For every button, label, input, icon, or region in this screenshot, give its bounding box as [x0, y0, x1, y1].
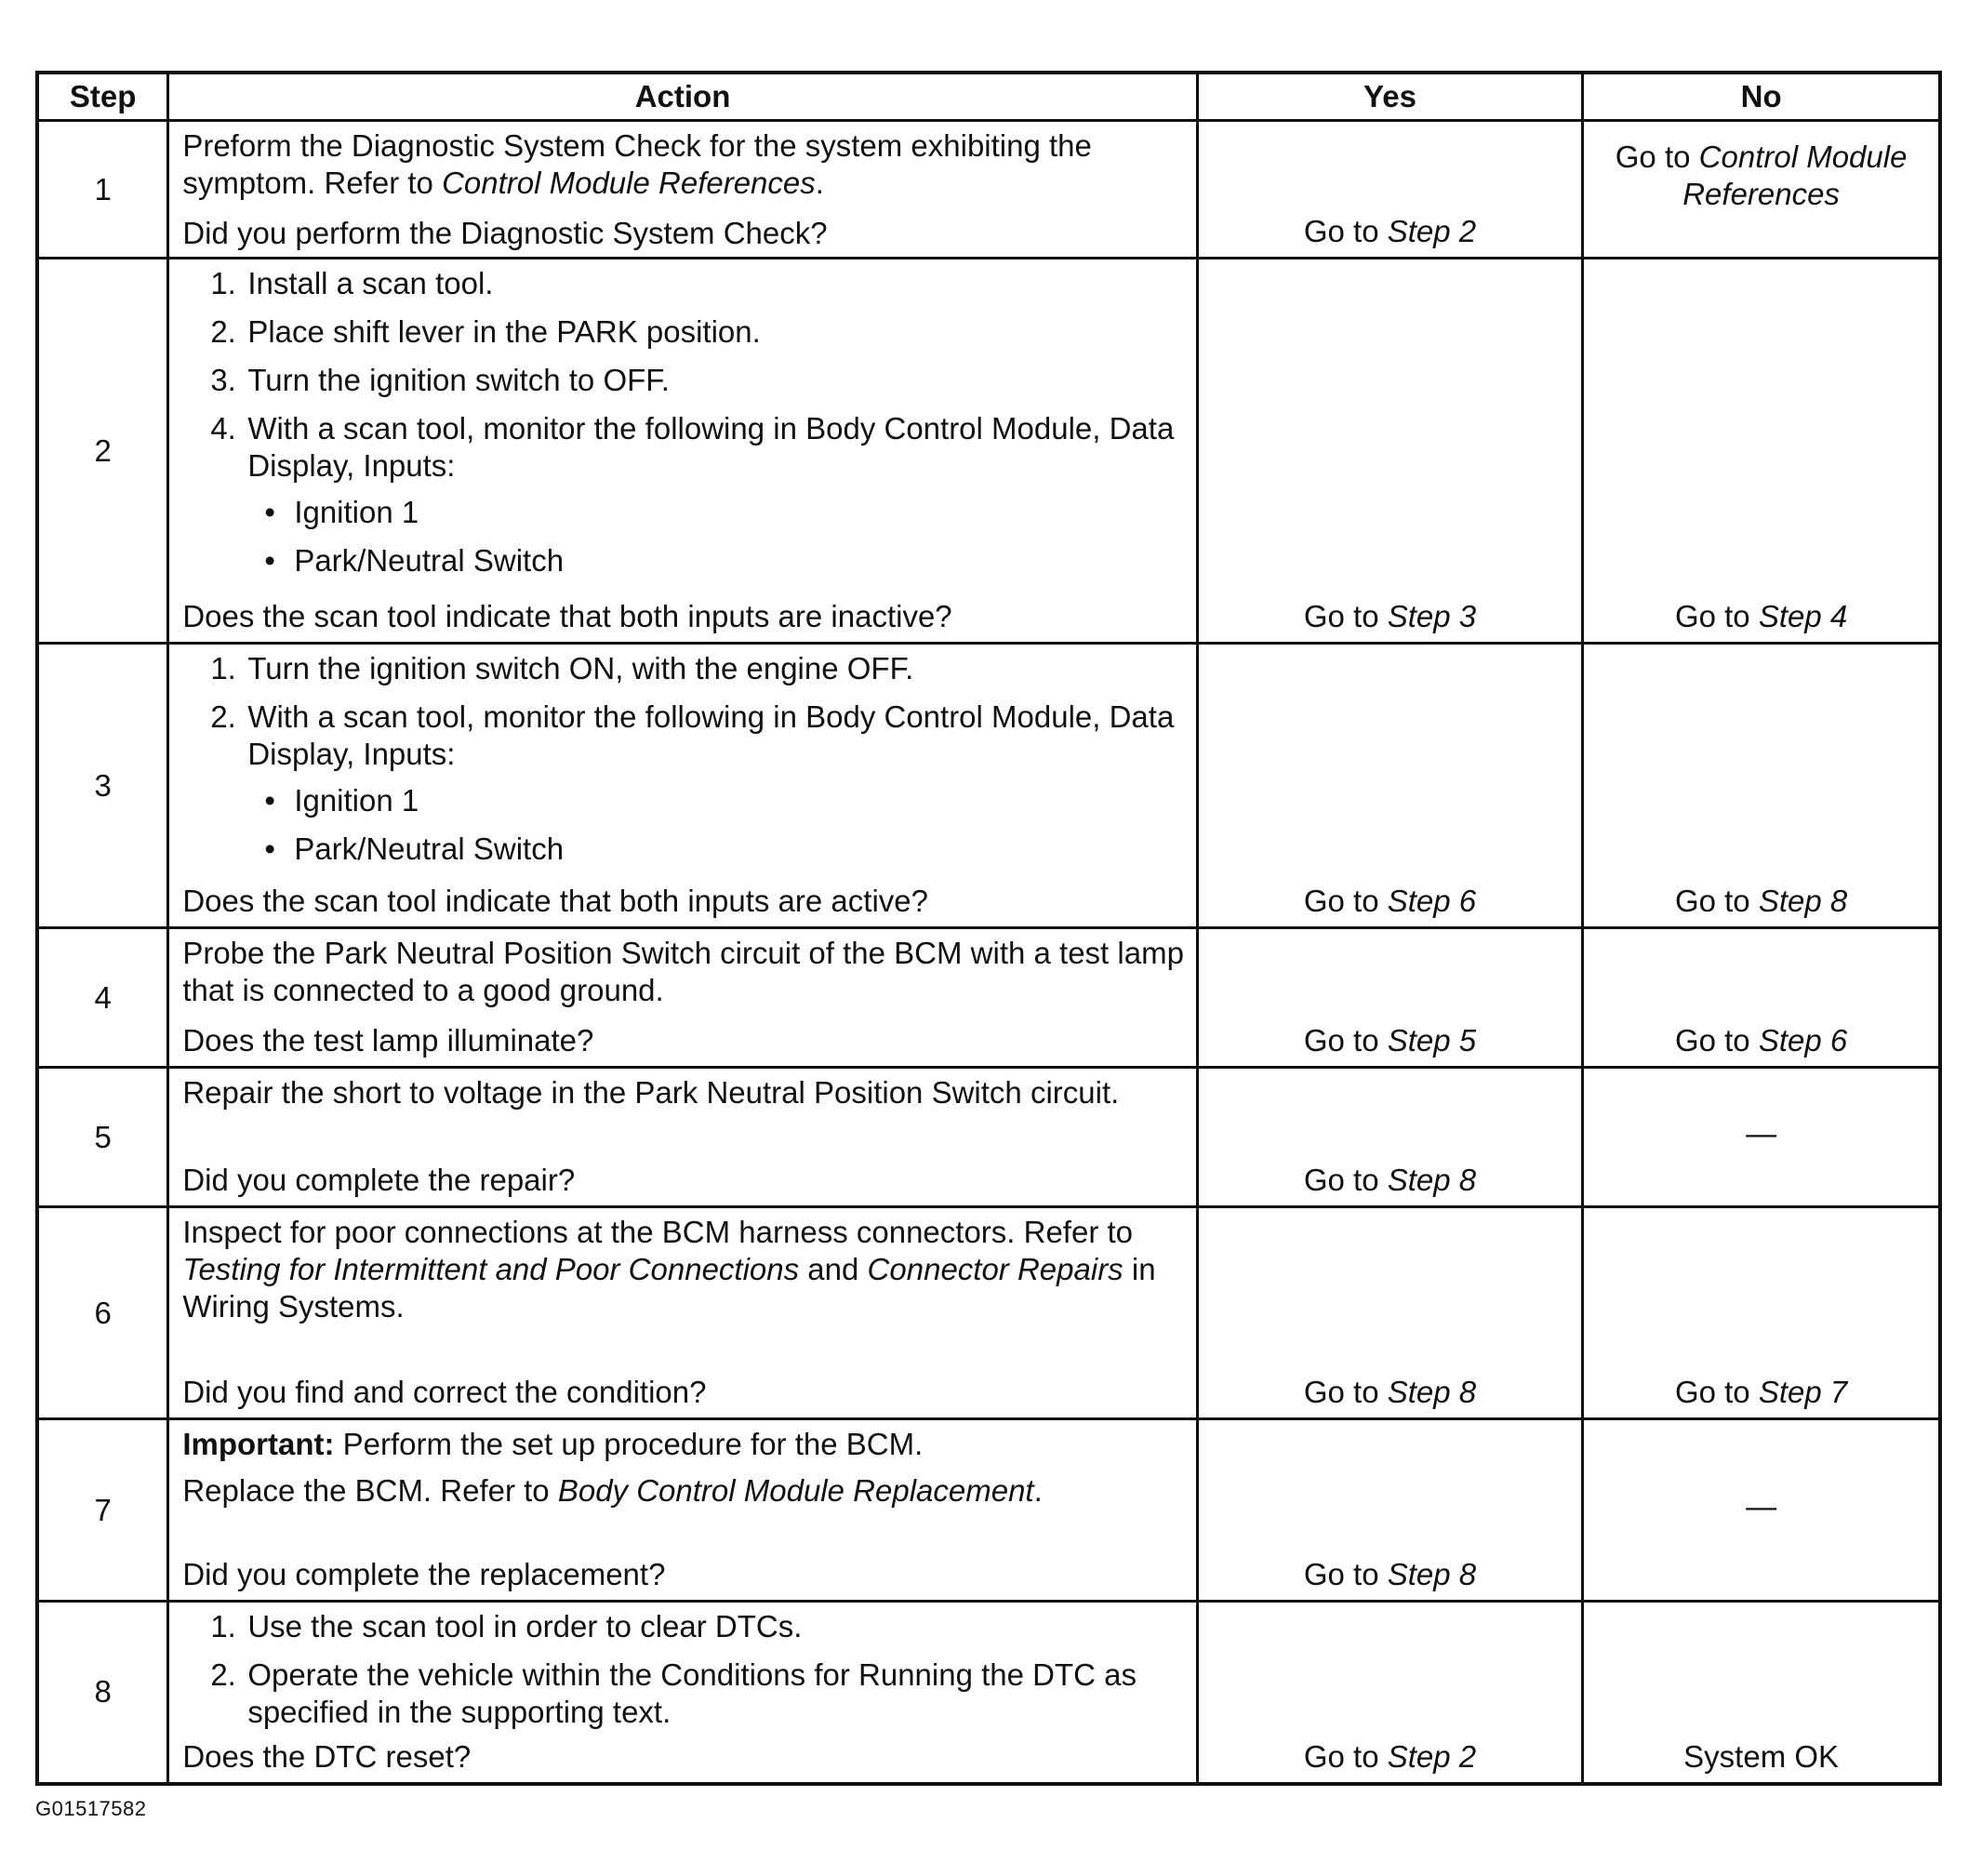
no-goto[interactable]: Go to Step 7	[1674, 1375, 1848, 1409]
action-cell	[168, 1419, 1197, 1602]
step-number: 2	[37, 259, 168, 644]
action-text: Repair the short to voltage in the Park Neutral Position Switch circuit.	[182, 1075, 1120, 1110]
no-cell	[1583, 121, 1940, 259]
no-cell	[1583, 1602, 1940, 1784]
no-result: System OK	[1683, 1739, 1840, 1774]
reference-link[interactable]: Body Control Module Replacement	[557, 1473, 1034, 1508]
list-item: 1. Turn the ignition switch ON, with the engine OFF.	[210, 651, 914, 685]
yes-goto[interactable]: Go to Step 2	[1303, 214, 1477, 248]
action-question: Did you perform the Diagnostic System Check?	[182, 216, 828, 250]
yes-goto[interactable]: Go to Step 5	[1303, 1023, 1477, 1058]
table-row	[37, 1419, 1940, 1602]
table-row	[37, 1602, 1940, 1784]
table-row	[37, 259, 1940, 644]
step-number: 1	[37, 121, 168, 259]
no-cell	[1583, 1419, 1940, 1602]
action-question: Does the test lamp illuminate?	[182, 1023, 594, 1058]
no-dash: —	[1746, 1489, 1777, 1523]
bullet-item: • Park/Neutral Switch	[294, 831, 1184, 868]
step-number: 6	[37, 1207, 168, 1419]
no-goto[interactable]: Go to Control Module References	[1615, 140, 1908, 211]
figure-id: G01517582	[35, 1797, 147, 1820]
header-action: Action	[168, 73, 1197, 121]
table-row	[37, 1207, 1940, 1419]
list-item: 1. Use the scan tool in order to clear DTCs.	[210, 1609, 803, 1643]
table-row	[37, 1068, 1940, 1207]
no-cell	[1583, 644, 1940, 928]
no-cell	[1583, 928, 1940, 1068]
yes-cell	[1197, 121, 1582, 259]
yes-cell	[1197, 1207, 1582, 1419]
list-item: 2. Operate the vehicle within the Conditions for Running the DTC as specified in the supporting text.	[210, 1657, 1137, 1729]
header-step: Step	[37, 73, 168, 121]
no-goto[interactable]: Go to Step 8	[1674, 884, 1848, 918]
step-number: 7	[37, 1419, 168, 1602]
table-row	[37, 644, 1940, 928]
action-text: Replace the BCM. Refer to Body Control Module Replacement.	[182, 1473, 1043, 1508]
action-question: Did you complete the replacement?	[182, 1557, 666, 1591]
action-text: Inspect for poor connections at the BCM harness connectors. Refer to Testing for Intermittent and Poor Connections and Connector Repairs in Wiring Systems.	[182, 1215, 1156, 1324]
diagnostic-table	[35, 71, 1942, 1786]
no-goto[interactable]: Go to Step 6	[1674, 1023, 1848, 1058]
action-text	[182, 127, 1184, 202]
yes-cell	[1197, 259, 1582, 644]
action-cell	[168, 259, 1197, 644]
step-number: 8	[37, 1602, 168, 1784]
bullet-item: • Ignition 1	[294, 494, 1184, 531]
yes-goto[interactable]: Go to Step 8	[1303, 1375, 1477, 1409]
action-text-part: .	[815, 166, 824, 200]
yes-goto[interactable]: Go to Step 3	[1303, 599, 1477, 633]
action-question: Does the DTC reset?	[182, 1739, 472, 1774]
header-yes: Yes	[1197, 73, 1582, 121]
reference-link[interactable]: Testing for Intermittent and Poor Connections	[182, 1252, 800, 1286]
action-cell	[168, 1068, 1197, 1207]
action-text: Probe the Park Neutral Position Switch circuit of the BCM with a test lamp that is connected to a good ground.	[182, 936, 1184, 1007]
diagnostic-page	[35, 71, 1942, 1786]
action-steps	[182, 265, 1184, 579]
action-steps	[182, 650, 1184, 868]
table-row	[37, 928, 1940, 1068]
no-cell	[1583, 1068, 1940, 1207]
list-item: 2. With a scan tool, monitor the following in Body Control Module, Data Display, Inputs: • Ignition 1 • Park/Neutral Switch	[247, 699, 1184, 868]
yes-cell	[1197, 1068, 1582, 1207]
table-header-row	[37, 73, 1940, 121]
list-item: 1. Install a scan tool.	[210, 266, 494, 300]
action-cell	[168, 1207, 1197, 1419]
step-number: 4	[37, 928, 168, 1068]
bullet-list	[247, 782, 1184, 868]
list-item: 3. Turn the ignition switch to OFF.	[210, 363, 670, 397]
no-cell	[1583, 259, 1940, 644]
header-no: No	[1583, 73, 1940, 121]
action-question: Did you complete the repair?	[182, 1163, 576, 1197]
action-question: Does the scan tool indicate that both inputs are inactive?	[182, 599, 952, 633]
yes-cell	[1197, 928, 1582, 1068]
table-row	[37, 121, 1940, 259]
list-item: 4. With a scan tool, monitor the following in Body Control Module, Data Display, Inputs: • Ignition 1 • Park/Neutral Switch	[247, 410, 1184, 579]
action-cell	[168, 928, 1197, 1068]
step-number: 3	[37, 644, 168, 928]
yes-goto[interactable]: Go to Step 2	[1303, 1739, 1477, 1774]
yes-goto[interactable]: Go to Step 8	[1303, 1557, 1477, 1591]
yes-cell	[1197, 644, 1582, 928]
bullet-list	[247, 494, 1184, 579]
reference-link[interactable]: Connector Repairs	[867, 1252, 1124, 1286]
no-dash: —	[1746, 1116, 1777, 1151]
yes-goto[interactable]: Go to Step 6	[1303, 884, 1477, 918]
no-goto[interactable]: Go to Step 4	[1674, 599, 1848, 633]
list-item: 2. Place shift lever in the PARK position.	[210, 314, 761, 349]
important-note: Important: Perform the set up procedure for the BCM.	[182, 1427, 924, 1461]
bullet-item: • Ignition 1	[294, 782, 1184, 819]
action-text-part: Preform the Diagnostic System Check for the system exhibiting the symptom. Refer to	[182, 128, 1092, 200]
action-cell	[168, 644, 1197, 928]
no-cell	[1583, 1207, 1940, 1419]
action-question: Does the scan tool indicate that both inputs are active?	[182, 884, 928, 918]
yes-goto[interactable]: Go to Step 8	[1303, 1163, 1477, 1197]
yes-cell	[1197, 1602, 1582, 1784]
action-steps	[182, 1608, 1184, 1731]
yes-cell	[1197, 1419, 1582, 1602]
action-cell	[168, 121, 1197, 259]
bullet-item: • Park/Neutral Switch	[294, 542, 1184, 579]
reference-link[interactable]: Control Module References	[442, 166, 816, 200]
action-question: Did you find and correct the condition?	[182, 1375, 707, 1409]
action-cell	[168, 1602, 1197, 1784]
step-number: 5	[37, 1068, 168, 1207]
